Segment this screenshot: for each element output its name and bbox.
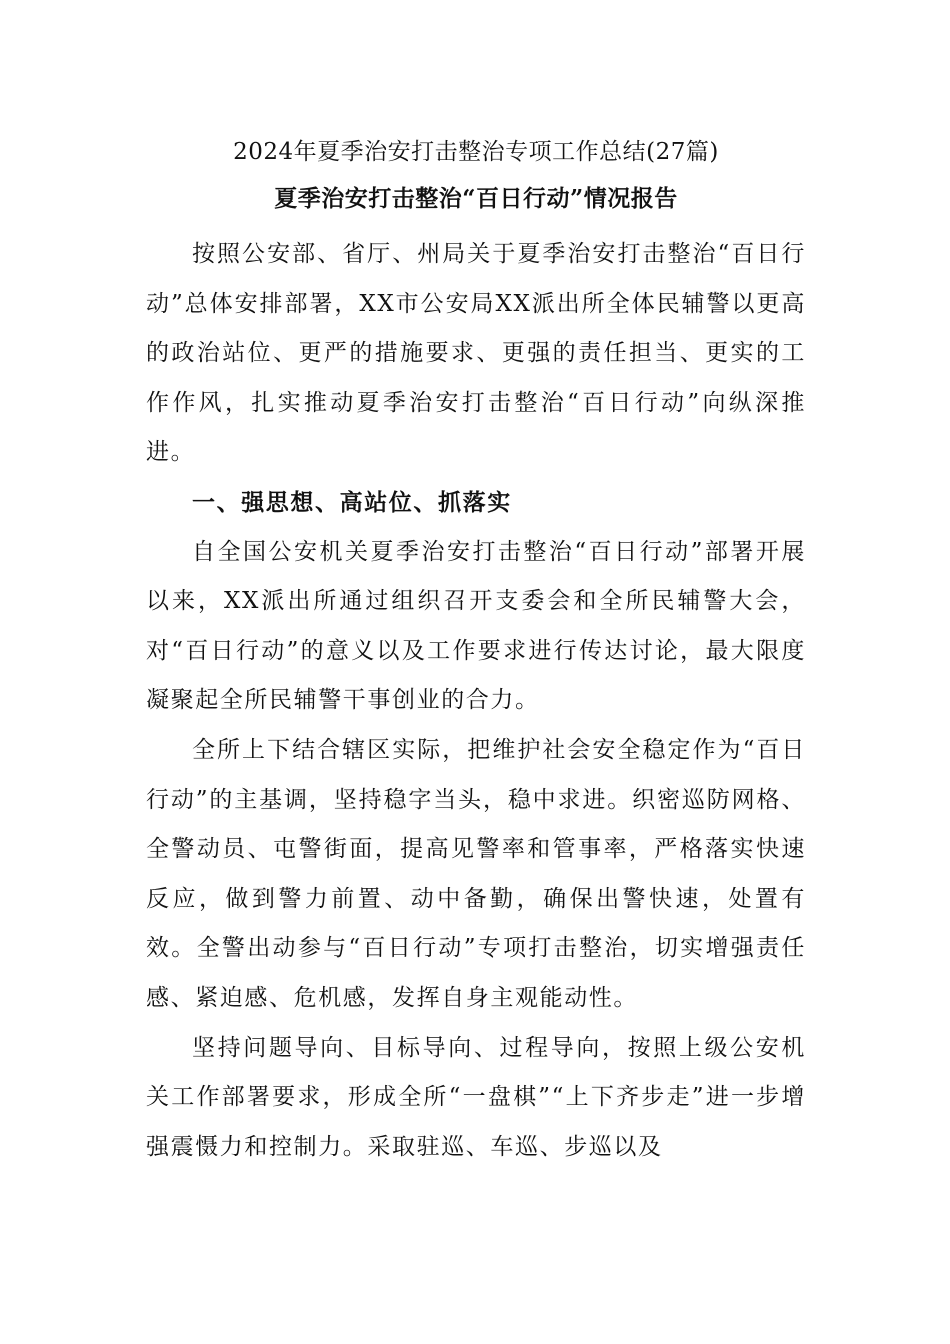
section-heading-1: 一、强思想、高站位、抓落实	[192, 488, 512, 516]
paragraph-2: 自全国公安机关夏季治安打击整治“百日行动”部署开展以来，XX派出所通过组织召开支委会和全所民辅警大会，对“百日行动”的意义以及工作要求进行传达讨论，最大限度凝聚起全所民辅警干事创业的合力。	[146, 538, 806, 714]
paragraph-intro: 按照公安部、省厅、州局关于夏季治安打击整治“百日行动”总体安排部署，XX市公安局XX派出所全体民辅警以更高的政治站位、更严的措施要求、更强的责任担当、更实的工作作风，扎实推动夏季治安打击整治“百日行动”向纵深推进。	[146, 241, 806, 466]
document-subtitle: 夏季治安打击整治“百日行动”情况报告	[274, 185, 678, 212]
document-body	[146, 130, 806, 1172]
document-title: 2024年夏季治安打击整治专项工作总结(27篇)	[233, 139, 719, 165]
paragraph-4: 坚持问题导向、目标导向、过程导向，按照上级公安机关工作部署要求，形成全所“一盘棋”“上下齐步走”进一步增强震慑力和控制力。采取驻巡、车巡、步巡以及	[146, 1034, 806, 1160]
paragraph-3: 全所上下结合辖区实际，把维护社会安全稳定作为“百日行动”的主基调，坚持稳字当头，稳中求进。织密巡防网格、全警动员、屯警街面，提高见警率和管事率，严格落实快速反应，做到警力前置、动中备勤，确保出警快速，处置有效。全警出动参与“百日行动”专项打击整治，切实增强责任感、紧迫感、危机感，发挥自身主观能动性。	[146, 736, 806, 1011]
